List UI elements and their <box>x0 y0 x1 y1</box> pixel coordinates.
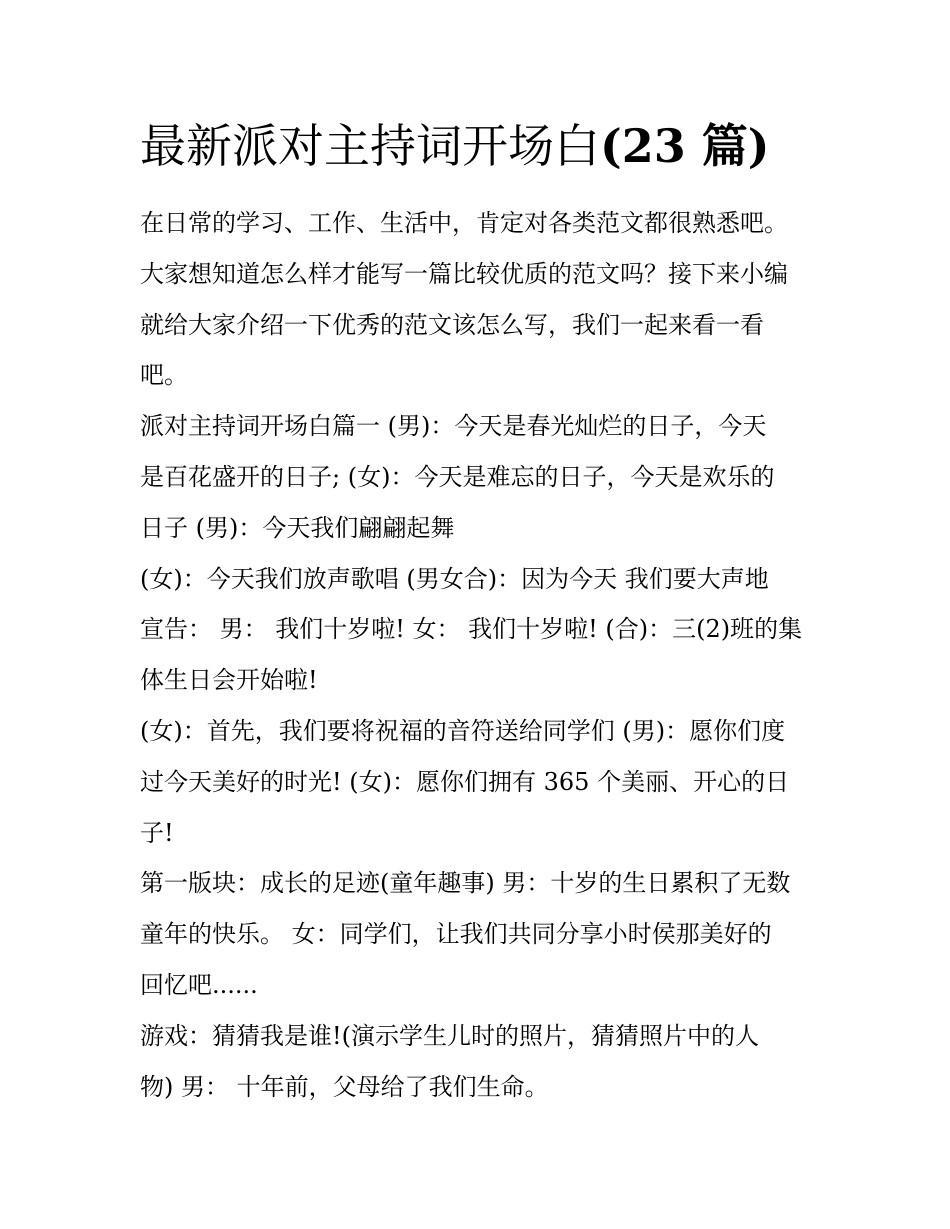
document-body <box>140 198 820 1112</box>
text-line: 物) 男： 十年前，父母给了我们生命。 <box>140 1072 549 1101</box>
text-line: 体生日会开始啦! <box>140 666 318 695</box>
text-line: 就给大家介绍一下优秀的范文该怎么写，我们一起来看一看 <box>140 310 764 339</box>
text-line: 吧。 <box>140 361 188 390</box>
text-line: 游戏：猜猜我是谁!(演示学生儿时的照片，猜猜照片中的人 <box>140 1021 760 1050</box>
paragraph-intro <box>140 198 820 401</box>
paragraph-section-one <box>140 858 820 1010</box>
text-line: 大家想知道怎么样才能写一篇比较优质的范文吗？接下来小编 <box>140 259 788 288</box>
text-line: 第一版块：成长的足迹(童年趣事) 男：十岁的生日累积了无数 <box>140 869 791 898</box>
document-title <box>140 112 840 180</box>
text-line: 在日常的学习、工作、生活中，肯定对各类范文都很熟悉吧。 <box>140 209 788 237</box>
text-line: 童年的快乐。 女：同学们，让我们共同分享小时侯那美好的 <box>140 920 772 949</box>
document-title-main: 最新派对主持词开场白 <box>140 119 600 173</box>
text-line: 日子 (男)：今天我们翩翩起舞 <box>140 513 455 542</box>
text-line: (女)：今天我们放声歌唱 (男女合)：因为今天 我们要大声地 <box>140 564 769 593</box>
text-line: 回忆吧...... <box>140 970 258 999</box>
text-line: 子! <box>140 818 174 847</box>
paragraph-opening <box>140 401 820 553</box>
text-line: (女)：首先，我们要将祝福的音符送给同学们 (男)：愿你们度 <box>140 716 786 745</box>
text-line: 派对主持词开场白篇一 (男)：今天是春光灿烂的日子，今天 <box>140 412 767 441</box>
paragraph-announcement <box>140 554 820 706</box>
text-line: 宣告： 男： 我们十岁啦! 女： 我们十岁啦! (合)：三(2)班的集 <box>140 615 803 644</box>
paragraph-game <box>140 1011 820 1113</box>
paragraph-blessing <box>140 706 820 858</box>
text-line: 过今天美好的时光! (女)：愿你们拥有 365 个美丽、开心的日 <box>140 767 790 796</box>
document-title-count: (23 篇) <box>600 119 770 173</box>
text-line: 是百花盛开的日子; (女)：今天是难忘的日子，今天是欢乐的 <box>140 462 775 491</box>
